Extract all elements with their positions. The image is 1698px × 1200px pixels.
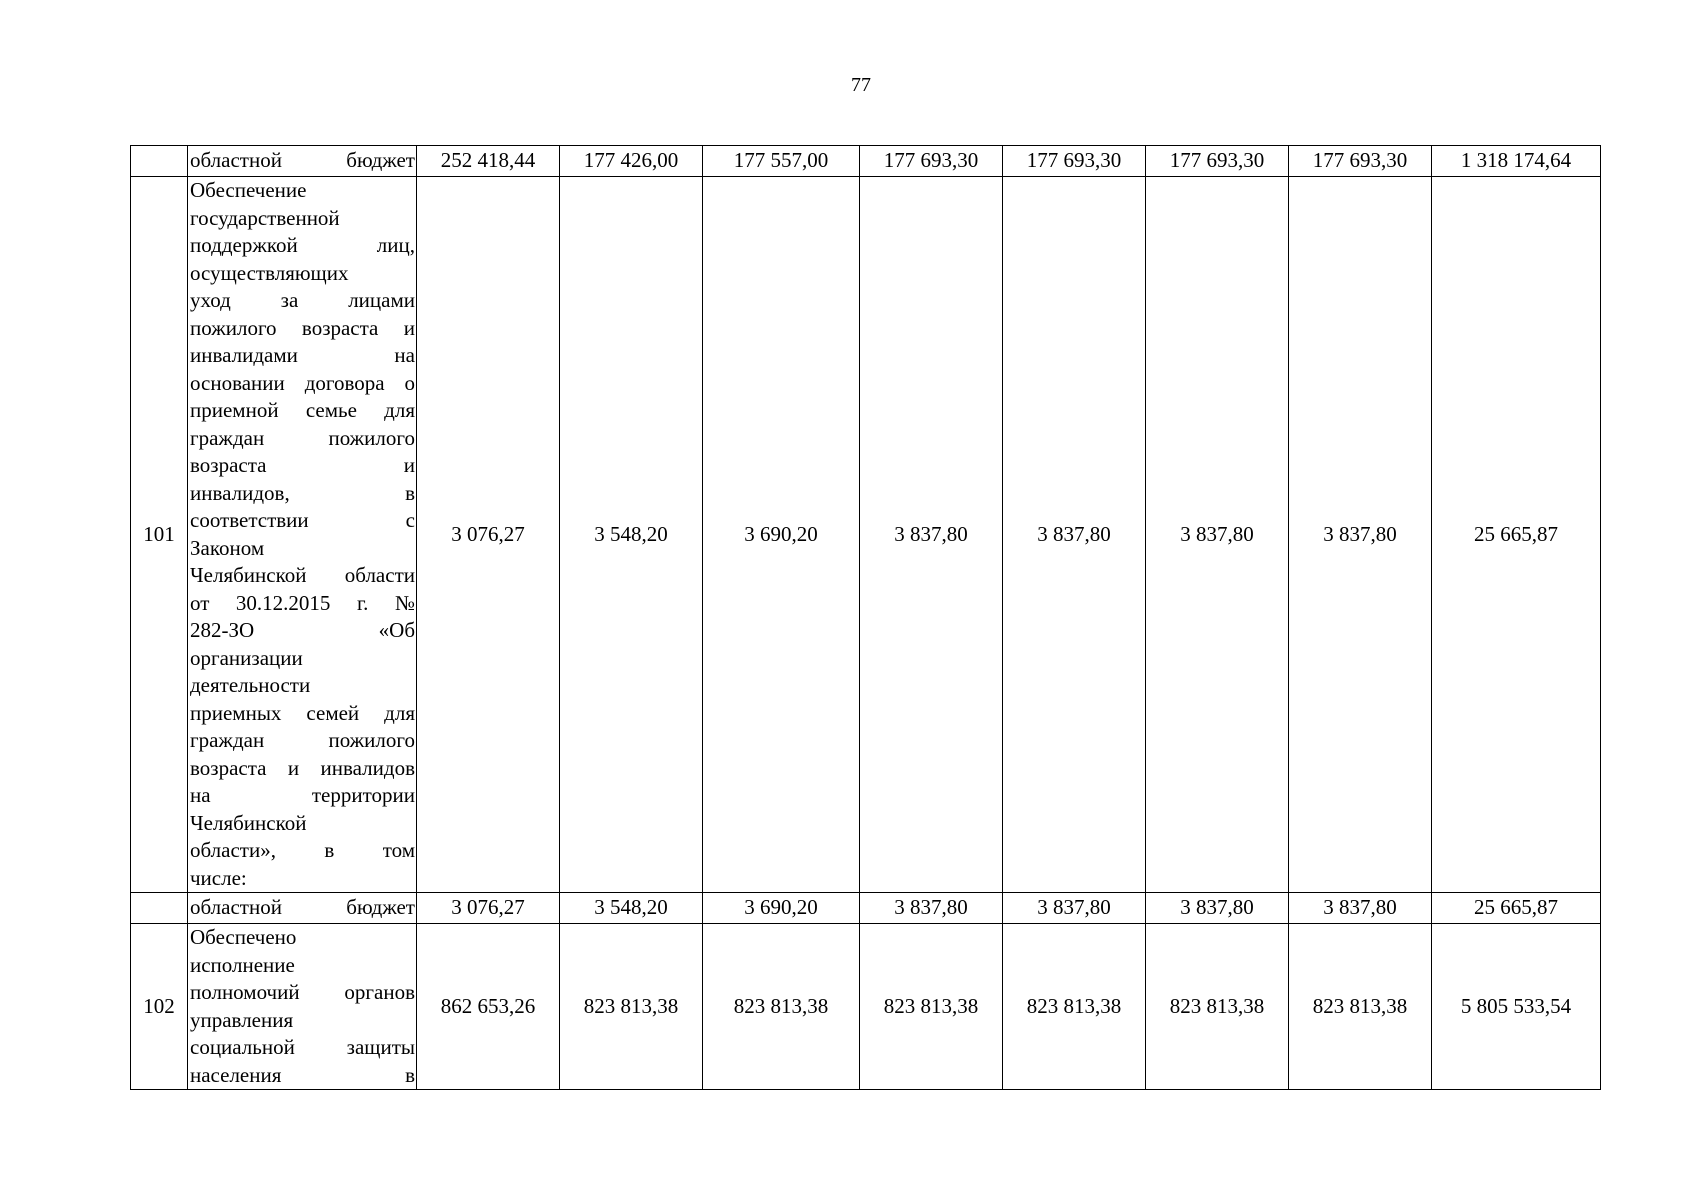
description-line: областной бюджет — [190, 148, 415, 173]
row-year-value: 3 076,27 — [417, 177, 560, 893]
row-description — [188, 924, 417, 1090]
row-year-value: 3 690,20 — [703, 893, 860, 924]
row-index — [131, 146, 188, 177]
description-line: пожилого возраста и — [190, 315, 415, 340]
description-line: Обеспечение — [190, 178, 307, 202]
row-year-value: 3 837,80 — [860, 177, 1003, 893]
description-line: инвалидов, в — [190, 480, 415, 505]
row-description — [188, 177, 417, 893]
row-year-value: 823 813,38 — [860, 924, 1003, 1090]
description-line: Обеспечено — [190, 925, 297, 949]
description-line: полномочий органов — [190, 980, 415, 1004]
description-line: 282-ЗО «Об — [190, 618, 415, 642]
description-line: возраста и инвалидов — [190, 755, 415, 780]
description-line: возраста и — [190, 453, 415, 477]
row-year-value: 862 653,26 — [417, 924, 560, 1090]
row-index: 102 — [131, 924, 188, 1090]
table-row — [131, 177, 1601, 893]
row-year-value: 823 813,38 — [703, 924, 860, 1090]
description-line: инвалидами на — [190, 343, 415, 367]
row-total-value: 25 665,87 — [1432, 177, 1601, 893]
description-line: населения в — [190, 1062, 415, 1087]
description-line: Челябинской — [190, 810, 307, 835]
row-year-value: 3 837,80 — [1146, 893, 1289, 924]
description-line: числе: — [190, 865, 247, 890]
row-year-value: 177 557,00 — [703, 146, 860, 177]
row-year-value: 3 548,20 — [560, 893, 703, 924]
row-year-value: 3 837,80 — [1003, 177, 1146, 893]
description-line: основании договора о — [190, 370, 415, 395]
description-line: исполнение — [190, 952, 295, 977]
row-index: 101 — [131, 177, 188, 893]
row-year-value: 823 813,38 — [560, 924, 703, 1090]
row-year-value: 177 693,30 — [1003, 146, 1146, 177]
row-year-value: 177 693,30 — [860, 146, 1003, 177]
description-line: Законом — [190, 535, 265, 560]
row-description — [188, 893, 417, 924]
row-year-value: 177 693,30 — [1146, 146, 1289, 177]
description-line: управления — [190, 1007, 294, 1032]
row-total-value: 1 318 174,64 — [1432, 146, 1601, 177]
row-year-value: 252 418,44 — [417, 146, 560, 177]
table-row — [131, 146, 1601, 177]
page-number: 77 — [851, 74, 871, 96]
row-year-value: 3 548,20 — [560, 177, 703, 893]
description-line: на территории — [190, 783, 415, 807]
description-line: государственной — [190, 205, 340, 230]
description-line: организации — [190, 645, 303, 670]
row-year-value: 3 837,80 — [860, 893, 1003, 924]
row-year-value: 3 837,80 — [1146, 177, 1289, 893]
table-body — [131, 146, 1601, 1090]
description-line: области», в том — [190, 838, 415, 862]
row-year-value: 3 076,27 — [417, 893, 560, 924]
row-year-value: 3 837,80 — [1289, 893, 1432, 924]
row-description — [188, 146, 417, 177]
description-line: осуществляющих — [190, 260, 349, 285]
row-year-value: 177 426,00 — [560, 146, 703, 177]
description-line: приемных семей для — [190, 700, 415, 725]
row-year-value: 3 837,80 — [1003, 893, 1146, 924]
description-line: областной бюджет — [190, 895, 415, 920]
description-line: приемной семье для — [190, 398, 415, 422]
table-row — [131, 924, 1601, 1090]
row-year-value: 823 813,38 — [1289, 924, 1432, 1090]
row-total-value: 5 805 533,54 — [1432, 924, 1601, 1090]
budget-table — [130, 145, 1601, 1090]
description-line: поддержкой лиц, — [190, 233, 415, 257]
row-year-value: 3 690,20 — [703, 177, 860, 893]
row-year-value: 3 837,80 — [1289, 177, 1432, 893]
description-line: граждан пожилого — [190, 728, 415, 752]
description-line: соответствии с — [190, 508, 415, 532]
description-line: деятельности — [190, 673, 311, 697]
row-total-value: 25 665,87 — [1432, 893, 1601, 924]
description-line: от 30.12.2015 г. № — [190, 590, 415, 615]
row-year-value: 823 813,38 — [1146, 924, 1289, 1090]
description-line: Челябинской области — [190, 563, 415, 587]
row-index — [131, 893, 188, 924]
description-line: уход за лицами — [190, 288, 415, 312]
row-year-value: 177 693,30 — [1289, 146, 1432, 177]
table-row — [131, 893, 1601, 924]
description-line: граждан пожилого — [190, 425, 415, 450]
row-year-value: 823 813,38 — [1003, 924, 1146, 1090]
description-line: социальной защиты — [190, 1035, 415, 1059]
